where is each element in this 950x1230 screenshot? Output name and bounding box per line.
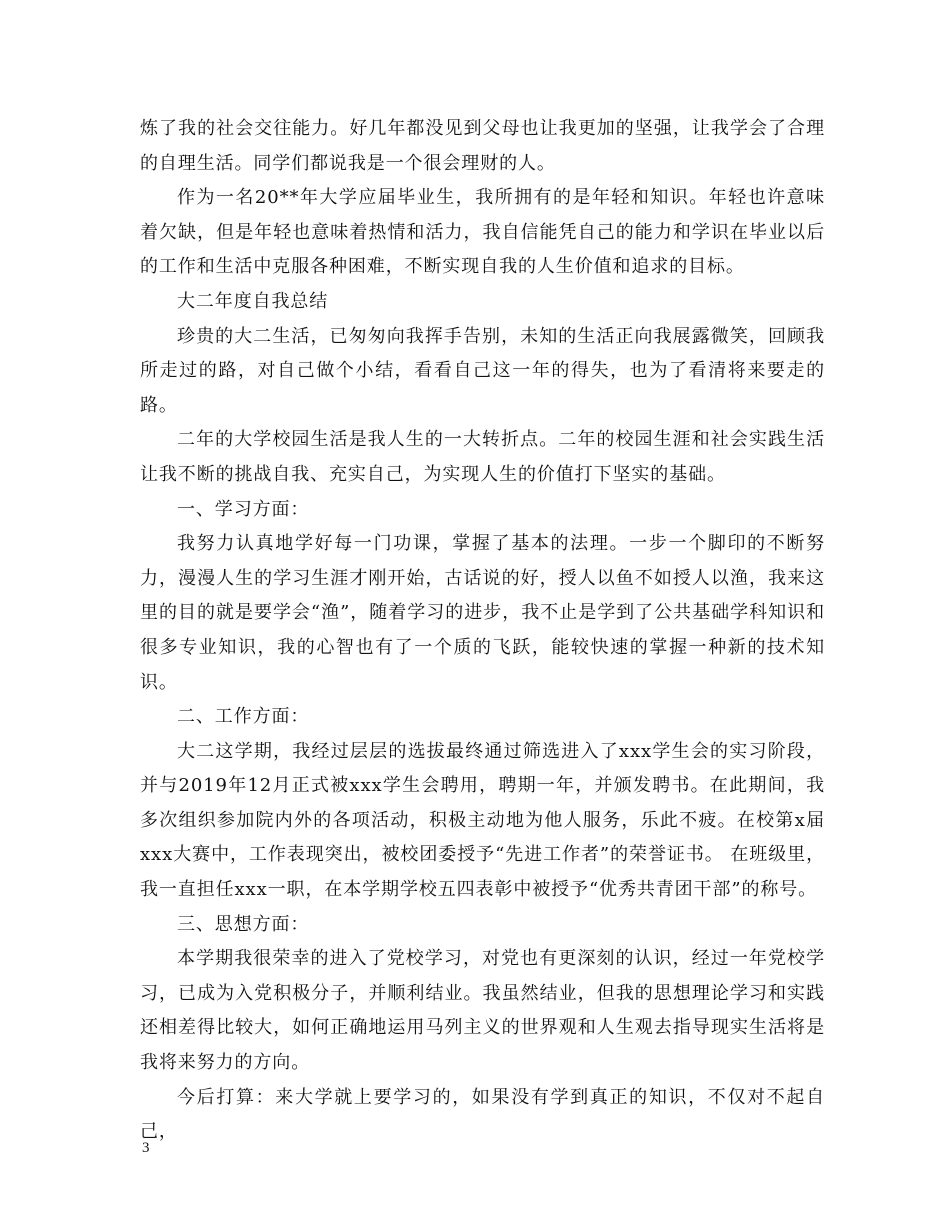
section-heading: 一、学习方面：	[177, 498, 310, 520]
section-heading: 二、工作方面：	[177, 706, 310, 728]
paragraph: 大二这学期，我经过层层的选拔最终通过筛选进入了xxx学生会的实习阶段，并与2019年12月正式被xxx学生会聘用，聘期一年，并颁发聘书。在此期间，我多次组织参加院内外的各项活动，积极主动地为他人服务，乐此不疲。在校第x届xxx大赛中，工作表现突出，被校团委授予“先进工作者”的荣誉证书。 在班级里，我一直担任xxx一职，在本学期学校五四表彰中被授予“优秀共青团干部”的称号。	[140, 740, 825, 901]
paragraph: 本学期我很荣幸的进入了党校学习，对党也有更深刻的认识，经过一年党校学习，已成为入党积极分子，并顺利结业。我虽然结业，但我的思想理论学习和实践还相差得比较大，如何正确地运用马列主义的世界观和人生观去指导现实生活将是我将来努力的方向。	[140, 948, 825, 1074]
paragraph: 我努力认真地学好每一门功课，掌握了基本的法理。一步一个脚印的不断努力，漫漫人生的学习生涯才刚开始，古话说的好，授人以鱼不如授人以渔，我来这里的目的就是要学会“渔”，随着学习的进步，我不止是学到了公共基础学科知识和很多专业知识，我的心智也有了一个质的飞跃，能较快速的掌握一种新的技术知识。	[140, 533, 825, 693]
paragraph: 炼了我的社会交往能力。好几年都没见到父母也让我更加的坚强，让我学会了合理的自理生活。同学们都说我是一个很会理财的人。	[140, 118, 825, 174]
paragraph: 今后打算：来大学就上要学习的，如果没有学到真正的知识，不仅对不起自己，	[140, 1086, 825, 1143]
page-number: 3	[142, 1140, 150, 1156]
document-body	[140, 112, 825, 1150]
section-heading: 大二年度自我总结	[177, 290, 329, 312]
paragraph: 二年的大学校园生活是我人生的一大转折点。二年的校园生涯和社会实践生活让我不断的挑战自我、充实自己，为实现人生的价值打下坚实的基础。	[140, 429, 825, 485]
section-heading: 三、思想方面：	[177, 913, 310, 935]
paragraph: 作为一名20**年大学应届毕业生，我所拥有的是年轻和知识。年轻也许意味着欠缺，但是年轻也意味着热情和活力，我自信能凭自己的能力和学识在毕业以后的工作和生活中克服各种困难，不断实现自我的人生价值和追求的目标。	[140, 187, 825, 278]
paragraph: 珍贵的大二生活，已匆匆向我挥手告别，未知的生活正向我展露微笑，回顾我所走过的路，对自己做个小结，看看自己这一年的得失，也为了看清将来要走的路。	[140, 325, 825, 416]
